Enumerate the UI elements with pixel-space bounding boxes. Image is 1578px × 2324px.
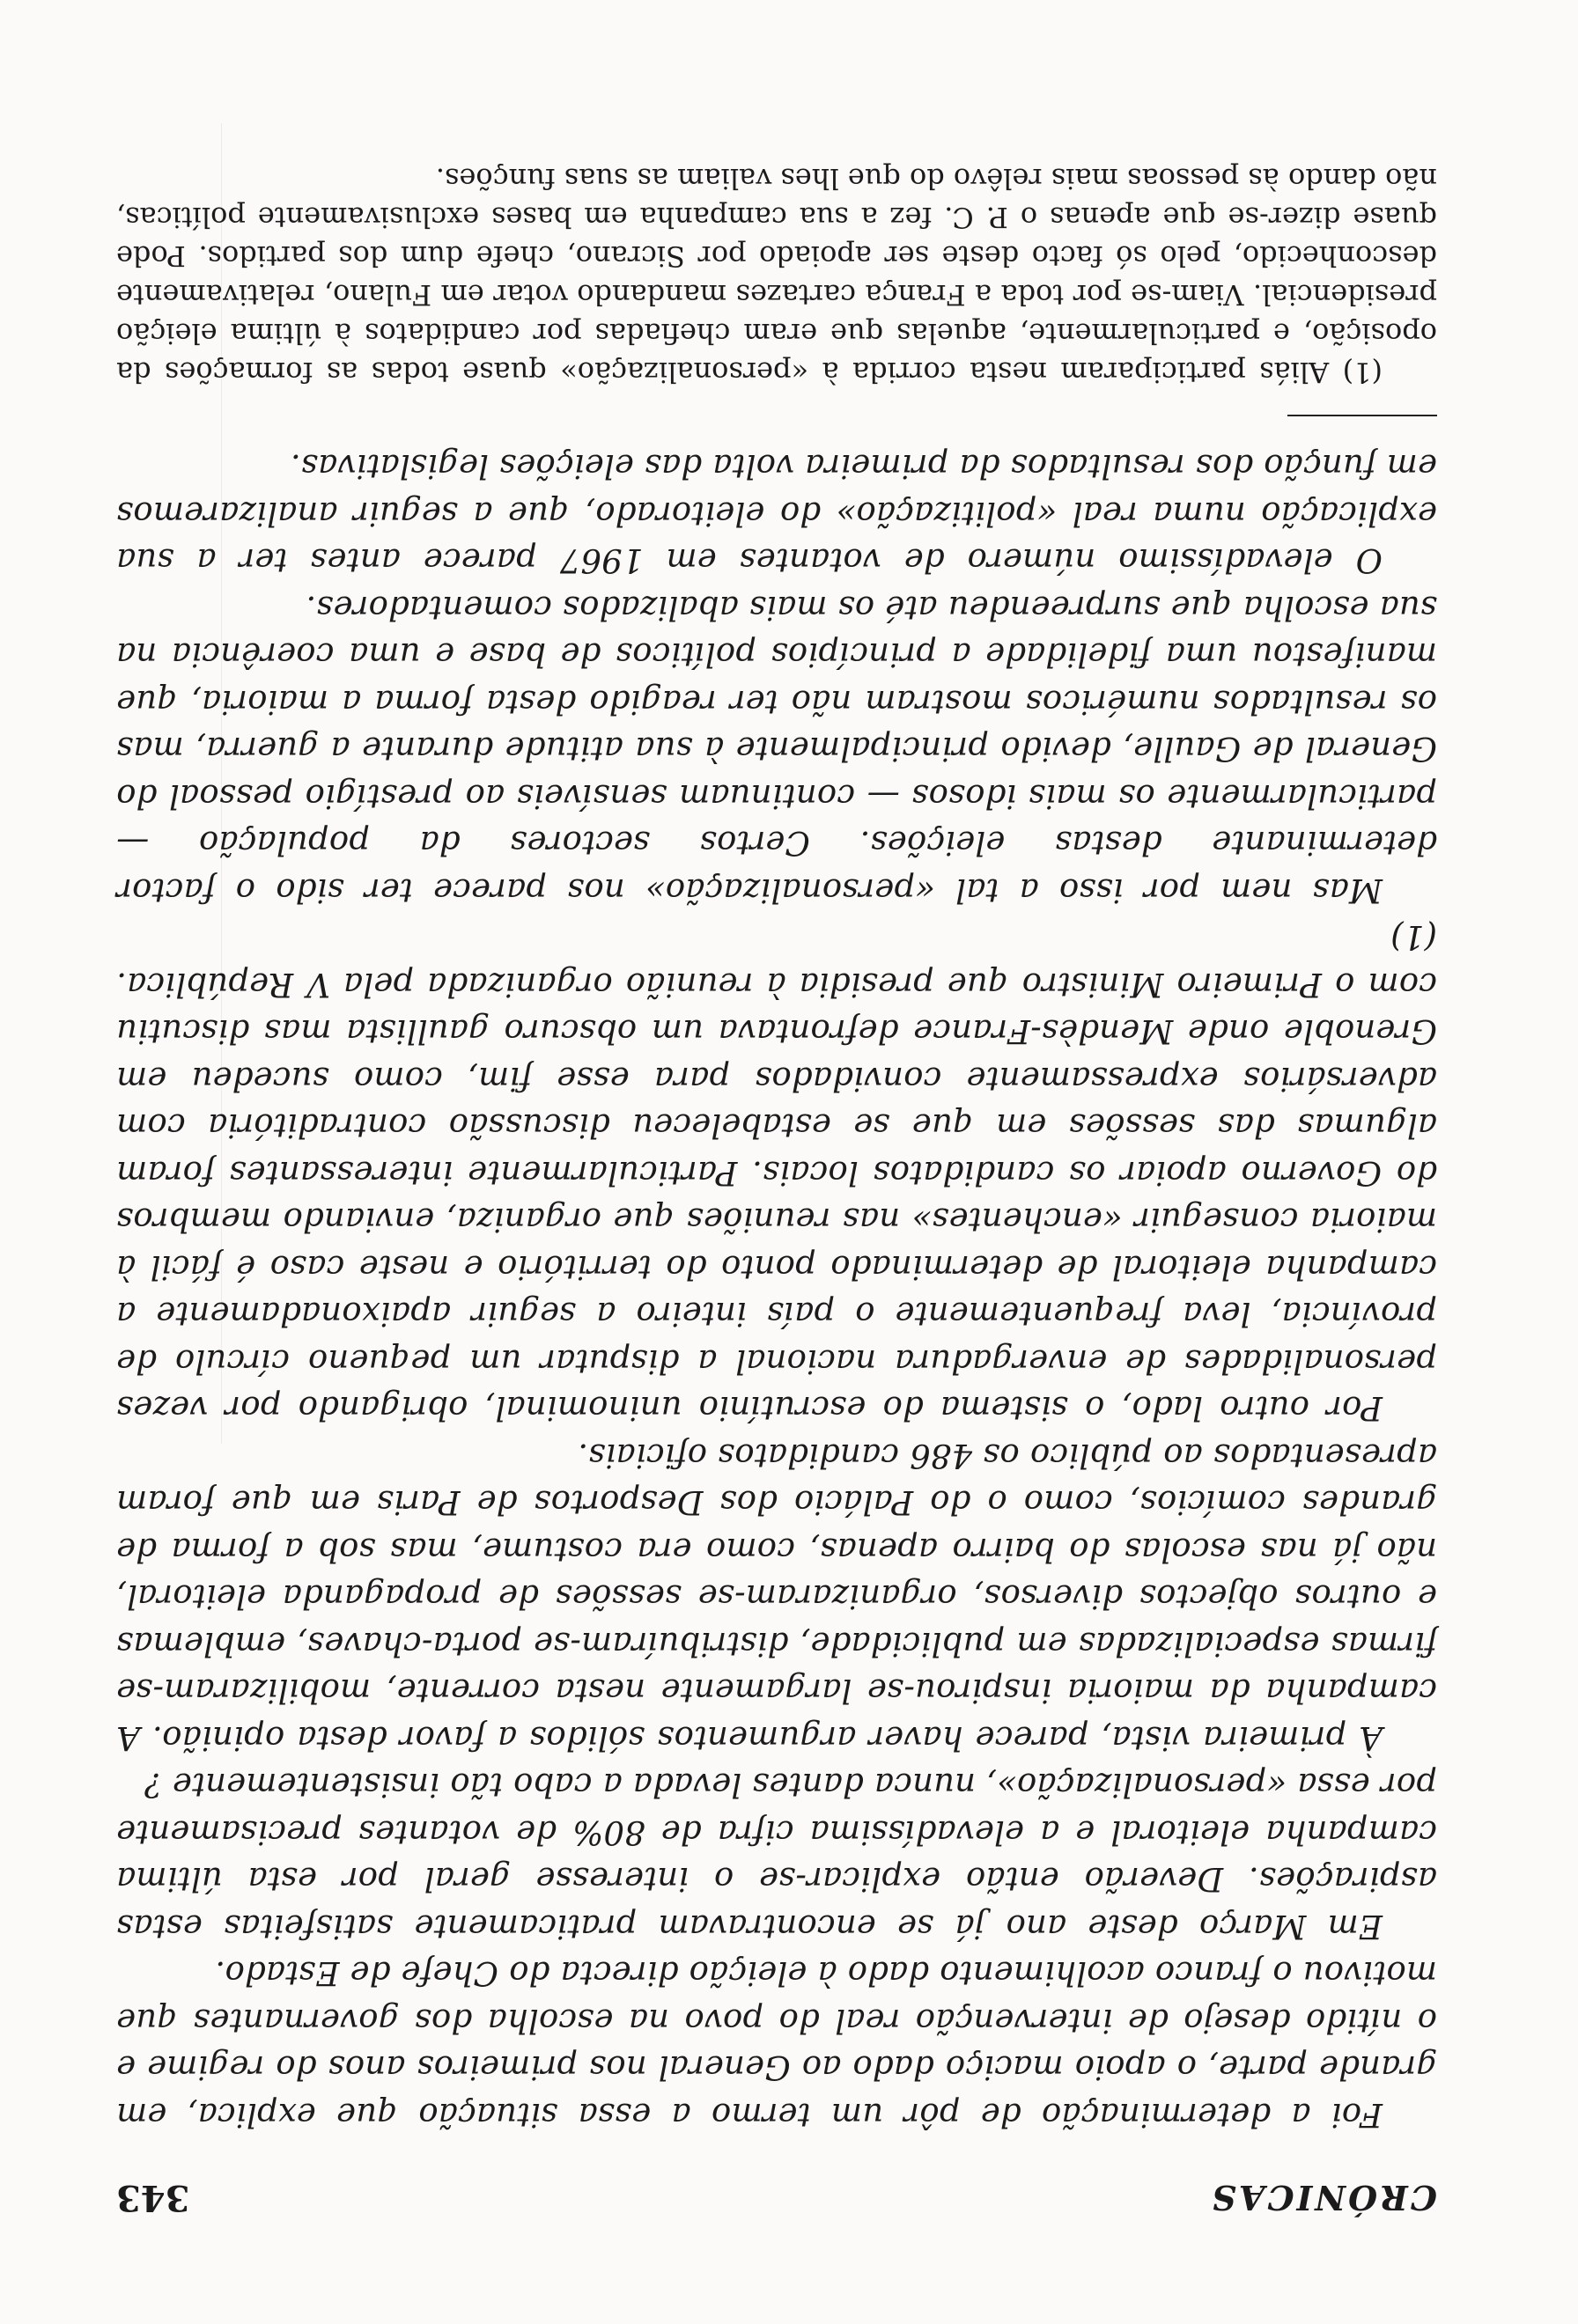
paragraph-3: À primeira vista, parece haver argumentos sólidos a favor desta opinião. A campanha da maioria inspirou-se largamente nesta corrente, mobilizaram-se firmas especializadas em publicidade, distribuíram-se porta-chaves, emblemas e outros objectos diversos, organizaram-se sessões de propaganda eleitoral, não já nas escolas do bairro apenas, como era costume, mas sob a forma de grandes comícios, como o do Palácio dos Desportos de Paris em que foram apresentados ao público os 486 candidatos oficiais. (116, 1437, 1437, 1757)
footnote: (1) Aliás participaram nesta corrida à «personalização» quase todas as formações da oposição, e particularmente, aquelas que eram chefiadas por candidatos à última eleição presidencial. Viam-se por toda a França cartazes mandando votar em Fulano, relativamente desconhecido, pelo só facto deste ser apoiado por Sicrano, chefe dum dos partidos. Pode quase dizer-se que apenas o P. C. fez a sua campanha em bases exclusivamente políticas, não dando às pessoas mais relêvo do que lhes valiam as suas funções. (116, 162, 1437, 389)
running-head: CRÓNICAS (1209, 2178, 1437, 2217)
page-number: 343 (116, 2177, 190, 2218)
paragraph-2: Em Março deste ano já se encontravam praticamente satisfeitas estas aspirações. Deverão então explicar-se o interesse geral por esta última campanha eleitoral e a elevadíssima cifra de 80% de votantes precisamente por essa «personalização», nunca dantes levada a cabo tão insistentemente ? (116, 1766, 1437, 1945)
page-header (116, 2177, 1437, 2218)
paragraph-1: Foi a determinação de pôr um termo a essa situação que explica, em grande parte, o apoio maciço dado ao General nos primeiros anos do regime e o nítido desejo de intervenção real do povo na escolha dos governantes que motivou o franco acolhimento dado à eleição directa do Chefe de Estado. (116, 1954, 1437, 2134)
paragraph-4: Por outro lado, o sistema do escrutínio uninominal, obrigando por vezes personalidades de envergadura nacional a disputar um pequeno círculo de província, leva frequentemente o país inteiro a seguir apaixonadamente a campanha eleitoral de determinado ponto do território e neste caso é fácil à maioria conseguir «enchentes» nas reuniões que organiza, enviando membros do Governo apoiar os candidatos locais. Particularmente interessantes foram algumas das sessões em que se estabeleceu discussão contraditória com adversários expressamente convidados para esse fim, como sucedeu em Grenoble onde Mendès-France defrontava um obscuro gaullista mas discutiu com o Primeiro Ministro que presidia à reunião organizada pela V República. (1) (116, 918, 1437, 1428)
paragraph-5: Mas nem por isso a tal «personalização» nos parece ter sido o factor determinante destas eleições. Certos sectores da população — particularmente os mais idosos — continuam sensíveis ao prestígio pessoal do General de Gaulle, devido principalmente à sua atitude durante a guerra, mas os resultados numéricos mostram não ter reagido desta forma a maioria, que manifestou uma fidelidade a princípios políticos de base e uma coerência na sua escolha que surpreendeu até os mais abalizados comentadores. (116, 589, 1437, 909)
footnote-rule (1287, 415, 1437, 416)
text-block (116, 159, 1437, 2218)
paragraph-6: O elevadíssimo número de votantes em 1967 parece antes ter a sua explicação numa real «politização» do eleitorado, que a seguir analizaremos em função dos resultados da primeira volta das eleições legislativas. (116, 447, 1437, 580)
